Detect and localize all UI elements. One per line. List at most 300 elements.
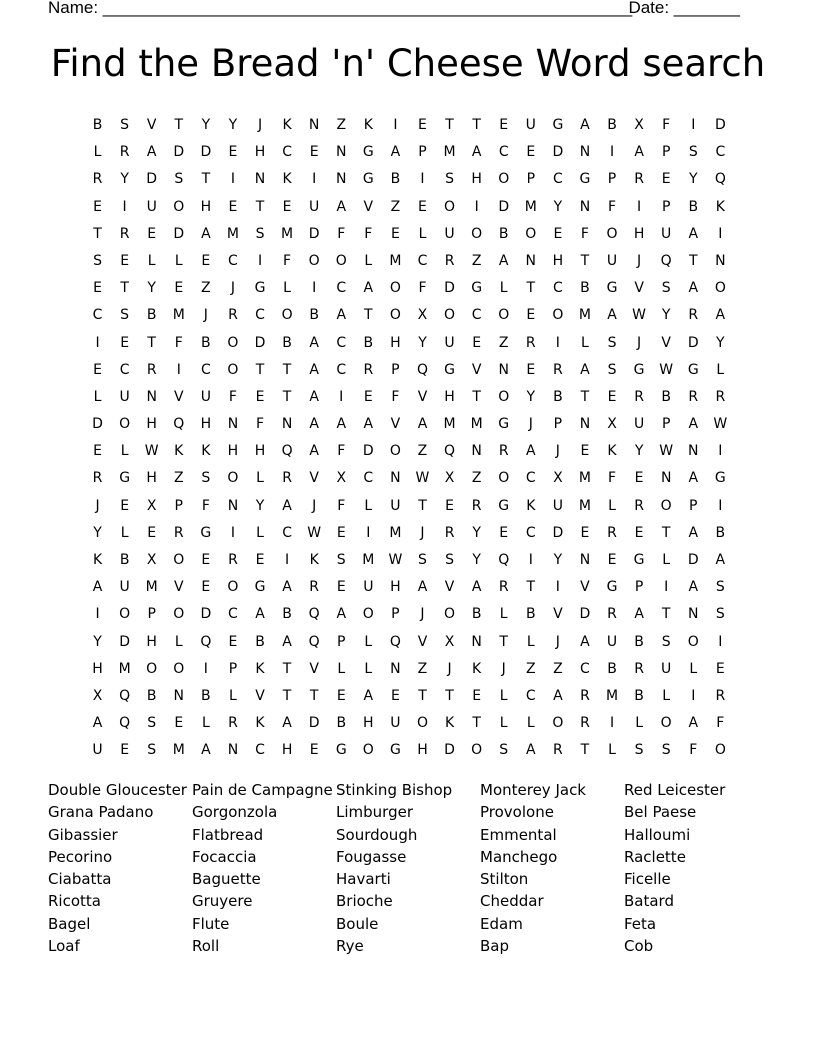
grid-letter[interactable]: B (634, 687, 644, 704)
grid-letter[interactable]: R (553, 742, 563, 759)
grid-letter[interactable]: N (227, 497, 239, 514)
grid-letter[interactable]: Y (255, 497, 265, 514)
grid-letter[interactable]: L (526, 715, 535, 732)
grid-letter[interactable]: U (119, 579, 130, 596)
grid-letter[interactable]: E (255, 388, 265, 405)
grid-letter[interactable]: O (606, 225, 618, 242)
grid-letter[interactable]: X (634, 117, 644, 133)
grid-letter[interactable]: T (661, 606, 671, 623)
grid-letter[interactable]: E (390, 687, 400, 704)
grid-letter[interactable]: F (689, 742, 698, 759)
grid-letter[interactable]: B (363, 334, 374, 351)
grid-letter[interactable]: Y (661, 307, 671, 324)
grid-letter[interactable]: K (363, 117, 373, 133)
grid-letter[interactable]: E (120, 334, 130, 351)
grid-letter[interactable]: F (228, 388, 237, 405)
grid-letter[interactable]: N (308, 117, 320, 133)
grid-letter[interactable]: D (552, 144, 564, 161)
grid-letter[interactable]: V (417, 633, 428, 650)
grid-letter[interactable]: G (362, 171, 374, 188)
grid-letter[interactable]: L (418, 225, 427, 242)
grid-letter[interactable]: Z (471, 252, 482, 269)
grid-letter[interactable]: E (336, 687, 346, 704)
grid-letter[interactable]: D (444, 280, 455, 297)
grid-letter[interactable]: J (555, 443, 560, 460)
grid-letter[interactable]: L (499, 280, 508, 297)
grid-letter[interactable]: A (363, 416, 374, 433)
grid-letter[interactable]: Z (498, 334, 509, 351)
grid-letter[interactable]: F (418, 280, 427, 297)
grid-letter[interactable]: A (336, 307, 347, 324)
grid-letter[interactable]: E (418, 198, 427, 215)
grid-letter[interactable]: R (228, 552, 238, 568)
grid-letter[interactable]: B (201, 334, 211, 351)
grid-letter[interactable]: N (688, 606, 699, 623)
grid-letter[interactable]: R (688, 307, 699, 324)
grid-letter[interactable]: O (389, 280, 401, 297)
grid-letter[interactable]: B (498, 225, 509, 242)
grid-letter[interactable]: S (201, 470, 211, 487)
grid-letter[interactable]: L (526, 633, 535, 650)
grid-letter[interactable]: A (363, 280, 374, 297)
grid-letter[interactable]: S (499, 742, 509, 759)
grid-letter[interactable]: O (146, 660, 158, 677)
grid-letter[interactable]: B (336, 715, 347, 732)
grid-letter[interactable]: B (525, 606, 536, 623)
grid-letter[interactable]: B (580, 280, 590, 297)
grid-letter[interactable]: J (312, 497, 317, 514)
grid-letter[interactable]: X (146, 497, 157, 514)
grid-letter[interactable]: D (308, 715, 320, 732)
name-field-label[interactable]: Name: ________________________________________________________ (48, 0, 633, 17)
grid-letter[interactable]: L (174, 252, 183, 269)
grid-letter[interactable]: S (174, 171, 184, 188)
grid-letter[interactable]: B (471, 606, 482, 623)
grid-letter[interactable]: C (336, 361, 347, 378)
grid-letter[interactable]: A (309, 416, 319, 433)
grid-letter[interactable]: Y (228, 117, 238, 133)
grid-letter[interactable]: Q (200, 633, 212, 650)
grid-letter[interactable]: L (283, 280, 291, 297)
grid-letter[interactable]: D (498, 198, 510, 215)
grid-letter[interactable]: E (553, 225, 563, 242)
grid-letter[interactable]: P (228, 660, 238, 677)
grid-letter[interactable]: A (580, 633, 590, 650)
grid-letter[interactable]: U (525, 117, 536, 133)
grid-letter[interactable]: I (203, 660, 208, 677)
grid-letter[interactable]: R (119, 144, 130, 161)
grid-letter[interactable]: F (662, 117, 671, 133)
grid-letter[interactable]: T (282, 687, 292, 704)
grid-letter[interactable]: D (308, 225, 320, 242)
grid-letter[interactable]: E (309, 144, 319, 161)
grid-letter[interactable]: L (93, 388, 102, 405)
grid-letter[interactable]: K (174, 443, 184, 460)
grid-letter[interactable]: L (499, 606, 508, 623)
grid-letter[interactable]: D (362, 443, 374, 460)
grid-letter[interactable]: H (254, 443, 266, 460)
grid-letter[interactable]: P (337, 633, 346, 650)
grid-letter[interactable]: S (418, 552, 427, 568)
grid-letter[interactable]: O (281, 307, 293, 324)
grid-letter[interactable]: I (718, 633, 723, 650)
grid-letter[interactable]: I (122, 198, 127, 215)
grid-letter[interactable]: T (418, 687, 427, 704)
grid-letter[interactable]: L (174, 633, 183, 650)
grid-letter[interactable]: Y (201, 117, 211, 133)
grid-letter[interactable]: Z (525, 660, 536, 677)
grid-letter[interactable]: O (173, 660, 185, 677)
grid-letter[interactable]: L (499, 715, 508, 732)
grid-letter[interactable]: Z (336, 117, 347, 133)
grid-letter[interactable]: B (390, 171, 401, 188)
grid-letter[interactable]: M (172, 307, 185, 324)
grid-letter[interactable]: T (445, 117, 454, 133)
grid-letter[interactable]: G (633, 361, 645, 378)
grid-letter[interactable]: P (391, 361, 400, 378)
grid-letter[interactable]: H (633, 225, 645, 242)
grid-letter[interactable]: V (661, 334, 671, 351)
grid-letter[interactable]: T (309, 687, 319, 704)
grid-letter[interactable]: D (687, 334, 699, 351)
grid-letter[interactable]: X (444, 633, 455, 650)
grid-letter[interactable]: F (337, 497, 346, 514)
grid-letter[interactable]: Z (553, 660, 563, 677)
grid-letter[interactable]: E (390, 225, 400, 242)
grid-letter[interactable]: O (498, 388, 510, 405)
grid-letter[interactable]: L (608, 742, 616, 759)
grid-letter[interactable]: R (444, 252, 455, 269)
grid-letter[interactable]: A (417, 579, 428, 596)
grid-letter[interactable]: N (471, 443, 482, 460)
grid-letter[interactable]: I (555, 334, 560, 351)
grid-letter[interactable]: G (633, 552, 645, 568)
grid-letter[interactable]: J (203, 307, 208, 324)
grid-letter[interactable]: R (634, 497, 644, 514)
grid-letter[interactable]: A (282, 497, 292, 514)
grid-letter[interactable]: V (471, 361, 482, 378)
grid-letter[interactable]: I (176, 361, 181, 378)
grid-letter[interactable]: I (312, 171, 317, 188)
grid-letter[interactable]: E (526, 307, 536, 324)
grid-letter[interactable]: U (92, 742, 103, 759)
grid-letter[interactable]: J (555, 633, 560, 650)
grid-letter[interactable]: N (688, 443, 699, 460)
grid-letter[interactable]: I (393, 117, 398, 133)
grid-letter[interactable]: B (607, 660, 617, 677)
grid-letter[interactable]: C (363, 470, 374, 487)
grid-letter[interactable]: O (227, 470, 239, 487)
grid-letter[interactable]: M (443, 416, 456, 433)
grid-letter[interactable]: H (200, 198, 212, 215)
grid-letter[interactable]: G (254, 579, 266, 596)
grid-letter[interactable]: J (420, 524, 425, 541)
grid-letter[interactable]: M (226, 225, 239, 242)
grid-letter[interactable]: D (444, 742, 455, 759)
grid-letter[interactable]: B (282, 606, 292, 623)
grid-letter[interactable]: E (93, 198, 102, 215)
grid-letter[interactable]: R (92, 171, 103, 188)
grid-letter[interactable]: M (470, 416, 483, 433)
grid-letter[interactable]: G (498, 497, 510, 514)
grid-letter[interactable]: G (335, 742, 347, 759)
grid-letter[interactable]: G (714, 470, 726, 487)
grid-letter[interactable]: S (255, 225, 265, 242)
grid-letter[interactable]: L (581, 334, 589, 351)
grid-letter[interactable]: Y (688, 171, 698, 188)
grid-letter[interactable]: T (580, 388, 590, 405)
grid-letter[interactable]: O (714, 742, 726, 759)
grid-letter[interactable]: L (716, 361, 725, 378)
grid-letter[interactable]: Y (93, 633, 102, 650)
grid-letter[interactable]: N (254, 171, 266, 188)
grid-letter[interactable]: I (474, 198, 479, 215)
grid-letter[interactable]: C (282, 524, 292, 541)
grid-letter[interactable]: U (633, 416, 645, 433)
grid-letter[interactable]: V (634, 280, 644, 297)
grid-letter[interactable]: P (661, 198, 671, 215)
grid-letter[interactable]: U (444, 225, 455, 242)
grid-letter[interactable]: O (525, 225, 537, 242)
grid-letter[interactable]: U (552, 497, 563, 514)
grid-letter[interactable]: E (634, 470, 644, 487)
grid-letter[interactable]: L (229, 687, 237, 704)
grid-letter[interactable]: L (364, 252, 373, 269)
grid-letter[interactable]: V (553, 606, 563, 623)
grid-letter[interactable]: P (607, 171, 617, 188)
grid-letter[interactable]: E (580, 443, 590, 460)
grid-letter[interactable]: C (336, 334, 347, 351)
grid-letter[interactable]: T (255, 198, 265, 215)
grid-letter[interactable]: A (688, 579, 699, 596)
grid-letter[interactable]: H (146, 633, 157, 650)
grid-letter[interactable]: J (528, 416, 533, 433)
grid-letter[interactable]: E (472, 687, 482, 704)
grid-letter[interactable]: C (580, 660, 590, 677)
grid-letter[interactable]: B (715, 524, 726, 541)
grid-letter[interactable]: O (362, 606, 374, 623)
grid-letter[interactable]: H (92, 660, 103, 677)
grid-letter[interactable]: O (389, 443, 401, 460)
grid-letter[interactable]: R (634, 660, 644, 677)
grid-letter[interactable]: D (200, 144, 212, 161)
grid-letter[interactable]: A (309, 334, 319, 351)
grid-letter[interactable]: U (309, 198, 320, 215)
grid-letter[interactable]: O (389, 307, 401, 324)
grid-letter[interactable]: G (498, 416, 510, 433)
grid-letter[interactable]: C (525, 470, 536, 487)
grid-letter[interactable]: E (580, 524, 590, 541)
grid-letter[interactable]: N (579, 416, 591, 433)
grid-letter[interactable]: P (634, 579, 644, 596)
grid-letter[interactable]: M (524, 198, 537, 215)
grid-letter[interactable]: R (688, 388, 699, 405)
grid-letter[interactable]: T (472, 117, 481, 133)
grid-letter[interactable]: A (688, 225, 699, 242)
grid-letter[interactable]: Q (389, 633, 401, 650)
grid-letter[interactable]: E (93, 361, 102, 378)
grid-letter[interactable]: O (416, 715, 428, 732)
grid-letter[interactable]: V (417, 388, 428, 405)
grid-letter[interactable]: A (336, 416, 347, 433)
grid-letter[interactable]: L (93, 144, 102, 161)
grid-letter[interactable]: E (309, 742, 319, 759)
grid-letter[interactable]: H (363, 715, 374, 732)
grid-letter[interactable]: R (607, 606, 617, 623)
grid-letter[interactable]: E (147, 524, 157, 541)
grid-letter[interactable]: G (362, 144, 374, 161)
grid-letter[interactable]: E (661, 171, 671, 188)
grid-letter[interactable]: U (363, 579, 374, 596)
grid-letter[interactable]: F (391, 388, 400, 405)
grid-letter[interactable]: E (174, 280, 184, 297)
grid-letter[interactable]: D (119, 633, 130, 650)
grid-letter[interactable]: R (715, 388, 726, 405)
grid-letter[interactable]: S (607, 361, 617, 378)
grid-letter[interactable]: A (201, 225, 211, 242)
grid-letter[interactable]: R (173, 524, 184, 541)
grid-letter[interactable]: M (172, 742, 185, 759)
grid-letter[interactable]: V (255, 687, 265, 704)
grid-letter[interactable]: B (146, 687, 157, 704)
grid-letter[interactable]: E (228, 633, 238, 650)
grid-letter[interactable]: C (417, 252, 428, 269)
grid-letter[interactable]: T (688, 252, 698, 269)
grid-letter[interactable]: J (447, 660, 452, 677)
grid-letter[interactable]: B (146, 307, 157, 324)
grid-letter[interactable]: M (578, 470, 591, 487)
grid-letter[interactable]: C (552, 280, 563, 297)
grid-letter[interactable]: U (661, 225, 672, 242)
grid-letter[interactable]: A (715, 307, 726, 324)
grid-letter[interactable]: Q (498, 552, 510, 568)
grid-letter[interactable]: X (336, 470, 347, 487)
grid-letter[interactable]: H (552, 252, 564, 269)
grid-letter[interactable]: J (230, 280, 235, 297)
grid-letter[interactable]: N (498, 361, 509, 378)
grid-letter[interactable]: F (607, 198, 617, 215)
grid-letter[interactable]: R (228, 307, 238, 324)
grid-letter[interactable]: E (336, 524, 346, 541)
grid-letter[interactable]: G (119, 470, 131, 487)
grid-letter[interactable]: H (281, 742, 293, 759)
grid-letter[interactable]: L (120, 443, 129, 460)
grid-letter[interactable]: I (230, 171, 235, 188)
grid-letter[interactable]: O (498, 307, 510, 324)
grid-letter[interactable]: K (92, 552, 103, 568)
grid-letter[interactable]: L (256, 470, 264, 487)
grid-letter[interactable]: H (254, 144, 266, 161)
grid-letter[interactable]: J (637, 334, 642, 351)
date-field-label[interactable]: Date: _______ (628, 0, 740, 17)
grid-letter[interactable]: K (715, 198, 725, 215)
grid-letter[interactable]: D (579, 606, 591, 623)
grid-letter[interactable]: K (282, 171, 292, 188)
grid-letter[interactable]: A (336, 198, 347, 215)
grid-letter[interactable]: L (499, 687, 508, 704)
grid-letter[interactable]: B (119, 552, 130, 568)
grid-letter[interactable]: K (201, 443, 211, 460)
grid-letter[interactable]: K (607, 443, 617, 460)
grid-letter[interactable]: I (664, 579, 669, 596)
grid-letter[interactable]: A (255, 606, 265, 623)
grid-letter[interactable]: Y (93, 524, 102, 541)
grid-letter[interactable]: C (228, 252, 238, 269)
grid-letter[interactable]: S (147, 742, 157, 759)
grid-letter[interactable]: H (227, 443, 239, 460)
grid-letter[interactable]: Q (173, 416, 185, 433)
grid-letter[interactable]: N (227, 742, 239, 759)
grid-letter[interactable]: M (281, 225, 294, 242)
grid-letter[interactable]: R (580, 687, 590, 704)
grid-letter[interactable]: P (553, 416, 563, 433)
grid-letter[interactable]: J (420, 606, 425, 623)
grid-letter[interactable]: F (283, 252, 292, 269)
grid-letter[interactable]: O (227, 579, 239, 596)
grid-letter[interactable]: O (173, 552, 185, 568)
grid-letter[interactable]: I (609, 144, 615, 161)
grid-letter[interactable]: Q (281, 443, 293, 460)
grid-letter[interactable]: S (715, 579, 725, 596)
grid-letter[interactable]: A (92, 715, 103, 732)
grid-letter[interactable]: K (472, 660, 482, 677)
grid-letter[interactable]: N (336, 171, 347, 188)
grid-letter[interactable]: H (471, 171, 482, 188)
grid-letter[interactable]: N (525, 252, 537, 269)
grid-letter[interactable]: A (471, 144, 482, 161)
grid-letter[interactable]: D (92, 416, 103, 433)
grid-letter[interactable]: G (254, 280, 266, 297)
grid-letter[interactable]: Y (553, 198, 563, 215)
grid-letter[interactable]: O (227, 361, 239, 378)
grid-letter[interactable]: N (579, 144, 591, 161)
grid-letter[interactable]: T (580, 742, 590, 759)
grid-letter[interactable]: D (254, 334, 266, 351)
grid-letter[interactable]: O (335, 252, 347, 269)
grid-letter[interactable]: A (580, 117, 590, 133)
grid-letter[interactable]: O (444, 307, 456, 324)
grid-letter[interactable]: R (634, 171, 644, 188)
grid-letter[interactable]: S (661, 280, 671, 297)
grid-letter[interactable]: Y (418, 334, 427, 351)
grid-letter[interactable]: M (578, 307, 591, 324)
grid-letter[interactable]: E (147, 225, 157, 242)
grid-letter[interactable]: E (472, 334, 482, 351)
grid-letter[interactable]: E (120, 497, 130, 514)
grid-letter[interactable]: K (255, 660, 265, 677)
grid-letter[interactable]: O (552, 307, 564, 324)
grid-letter[interactable]: V (146, 117, 157, 133)
grid-letter[interactable]: X (607, 416, 617, 433)
grid-letter[interactable]: Q (416, 361, 428, 378)
grid-letter[interactable]: I (691, 687, 696, 704)
grid-letter[interactable]: G (687, 361, 699, 378)
grid-letter[interactable]: V (309, 470, 319, 487)
grid-letter[interactable]: M (362, 552, 375, 568)
grid-letter[interactable]: S (661, 633, 671, 650)
grid-letter[interactable]: E (363, 388, 373, 405)
grid-letter[interactable]: I (718, 497, 723, 514)
grid-letter[interactable]: T (661, 524, 671, 541)
grid-letter[interactable]: U (661, 660, 672, 677)
grid-letter[interactable]: G (389, 742, 401, 759)
grid-letter[interactable]: T (526, 579, 536, 596)
grid-letter[interactable]: U (200, 388, 211, 405)
grid-letter[interactable]: J (637, 252, 642, 269)
grid-letter[interactable]: E (282, 198, 292, 215)
grid-letter[interactable]: R (607, 524, 617, 541)
grid-letter[interactable]: W (632, 307, 647, 324)
